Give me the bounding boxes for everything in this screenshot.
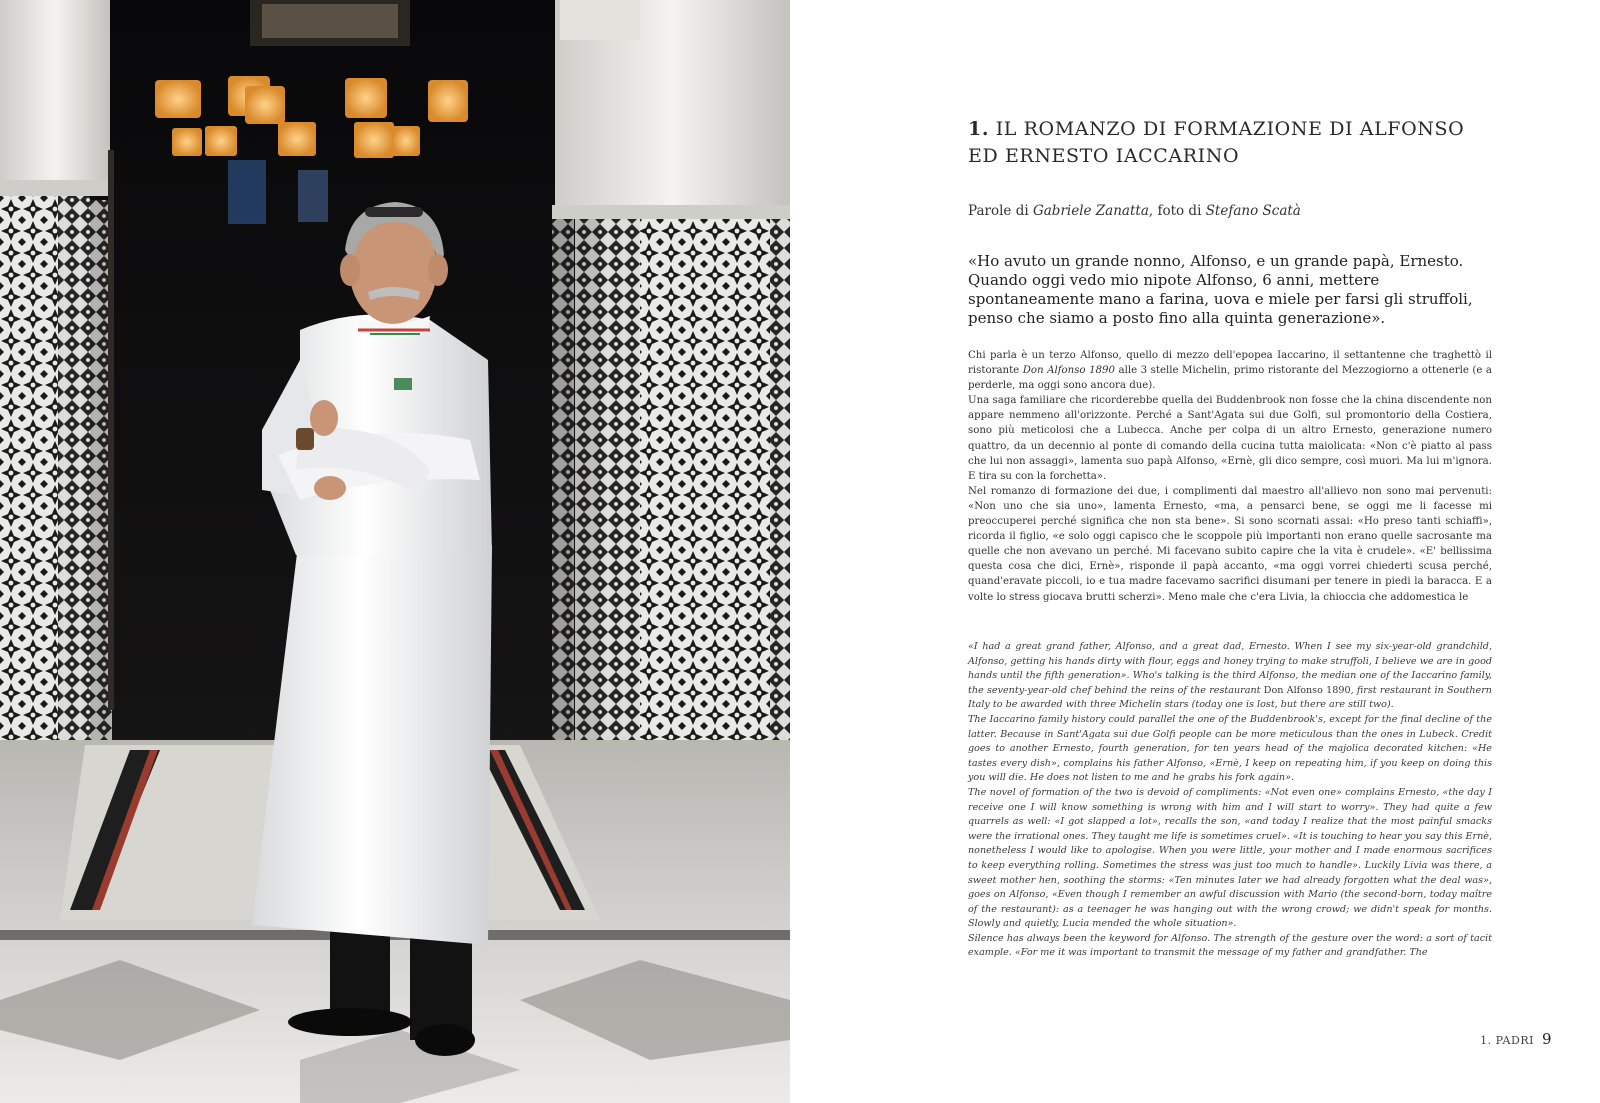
page-number: 9 (1541, 1030, 1552, 1048)
english-body (968, 640, 1492, 961)
italian-text: alle 3 stelle Michelin, primo ristorante del Mezzogiorno a ottenerle (e a perderle, ma oggi sono ancora due). (968, 365, 1492, 392)
pull-quote: «Ho avuto un grande nonno, Alfonso, e un grande papà, Ernesto. Quando oggi vedo mio nipote Alfonso, 6 anni, mettere spontaneamente mano a farina, uova e miele per farsi gli struffoli, penso che siamo a posto fino alla quinta generazione». (968, 252, 1473, 327)
english-text: «I had a great grand father, Alfonso, and a great dad, Ernesto. When I see my six-year-old grandchild, Alfonso, getting his hands dirty with flour, eggs and honey trying to make struffoli, I believe we are in good hands until the fifth generation». Who's talking is the third Alfonso, the median one of the Iaccarino family, the seventy-year-old chef behind the reins of the restaurant (968, 641, 1492, 696)
english-paragraph-4: Silence has always been the keyword for Alfonso. The strength of the gesture over the word: a sort of tacit example. «For me it was important to transmit the message of my father and grandfather. The (968, 932, 1492, 959)
italian-text: Chi parla è un terzo Alfonso, quello di mezzo dell'epopea Iaccarino, il settantenne che traghettò il ristorante (968, 350, 1492, 377)
italian-paragraph-3: Nel romanzo di formazione dei due, i complimenti dal maestro all'allievo non sono mai pervenuti: «Non uno che sia uno», lamenta Ernesto, «ma, a pensarci bene, se oggi me li facesse mi preoccuperei perché significa che non sta bene». Si sono scornati assai: «Ho preso tanti schiaffi», ricorda il figlio, «e solo oggi capisco che le scoppole più importanti non erano quelle sacrosante ma quelle che non avevano un perché. Mi facevano subito capire che la vita è crudele». «E' bellissima questa cosa che dici, Ernè», risponde il papà accanto, «ma oggi vorrei chiederti scusa perché, quand'eravate piccoli, io e tua madre facevamo sacrifici disumani per tenere in piedi la baracca. E a volte lo stress giocava brutti scherzi». Meno male che c'era Livia, la chioccia che addomestica le (968, 485, 1492, 603)
title-line-2: ED ERNESTO IACCARINO (968, 145, 1240, 167)
english-text: , first restaurant in Southern Italy to be awarded with three Michelin stars (today one is lost, but there are still two). (968, 684, 1492, 711)
restaurant-name: Don Alfonso 1890 (1022, 365, 1115, 377)
english-paragraph-3: The novel of formation of the two is devoid of compliments: «Not even one» complains Ernesto, «the day I receive one I will know something is wrong with him and I will start to worry». They had quite a few quarrels as well: «I got slapped a lot», recalls the son, «and today I realize that the most painful smacks were the irrational ones. They taught me life is sometimes cruel». «It is touching to hear you say this Ernè, nonetheless I would like to apologise. When you were little, your mother and I made enormous sacrifices to keep everything rolling. Sometimes the stress was just too much to handle». Luckily Livia was there, a sweet mother hen, soothing the storms: «Ten minutes later we had already forgotten what the deal was», goes on Alfonso, «Even though I remember an awful discussion with Mario (the second-born, today maître of the restaurant): as a teenager he was hanging out with the wrong crowd; we didn't speak for months. Slowly and quietly, Lucia mended the whole situation». (968, 786, 1492, 930)
chef-portrait-photo (0, 0, 790, 1103)
chef-photo (0, 0, 790, 1103)
article-number: 1. (968, 118, 990, 140)
article-credits (968, 202, 1528, 220)
title-line-1: IL ROMANZO DI FORMAZIONE DI ALFONSO (995, 118, 1465, 140)
restaurant-name: Don Alfonso 1890 (1263, 684, 1351, 696)
italian-paragraph-1 (968, 348, 1492, 393)
english-paragraph-2: The Iaccarino family history could parallel the one of the Buddenbrook's, except for the final decline of the latter. Because in Sant'Agata sui due Golfi people can be more meticulous than the ones in Lubeck. Credit goes to another Ernesto, fourth generation, for ten years head of the majolica decorated kitchen: «He tastes every dish», complains his father Alfonso, «Ernè, I keep on repeating him, if you keep on doing this you will die. He does not listen to me and he grabs his fork again». (968, 713, 1492, 784)
photographer-name: Stefano Scatà (1205, 203, 1301, 219)
italian-body (968, 348, 1492, 605)
article-title (968, 116, 1528, 170)
page-footer (1442, 1030, 1552, 1048)
article-page (790, 0, 1600, 1103)
english-paragraph-1 (968, 640, 1492, 713)
credits-mid: , foto di (1148, 203, 1206, 219)
italian-paragraph-2: Una saga familiare che ricorderebbe quella dei Buddenbrook non fosse che la china discendente non appare nemmeno all'orizzonte. Perché a Sant'Agata sui due Golfi, sul promontorio della Costiera, sono più meticolosi che a Lubecca. Anche per colpa di un altro Ernesto, generazione numero quattro, da un decennio al ponte di comando della cucina tutta maiolicata: «Non c'è piatto al pass che lui non assaggi», lamenta suo papà Alfonso, «Ernè, gli dico sempre, così muori. Ma lui m'ignora. E tira su con la forchetta». (968, 395, 1492, 482)
section-label: 1. PADRI (1480, 1034, 1534, 1047)
credits-prefix: Parole di (968, 203, 1033, 219)
author-name: Gabriele Zanatta (1032, 203, 1149, 219)
